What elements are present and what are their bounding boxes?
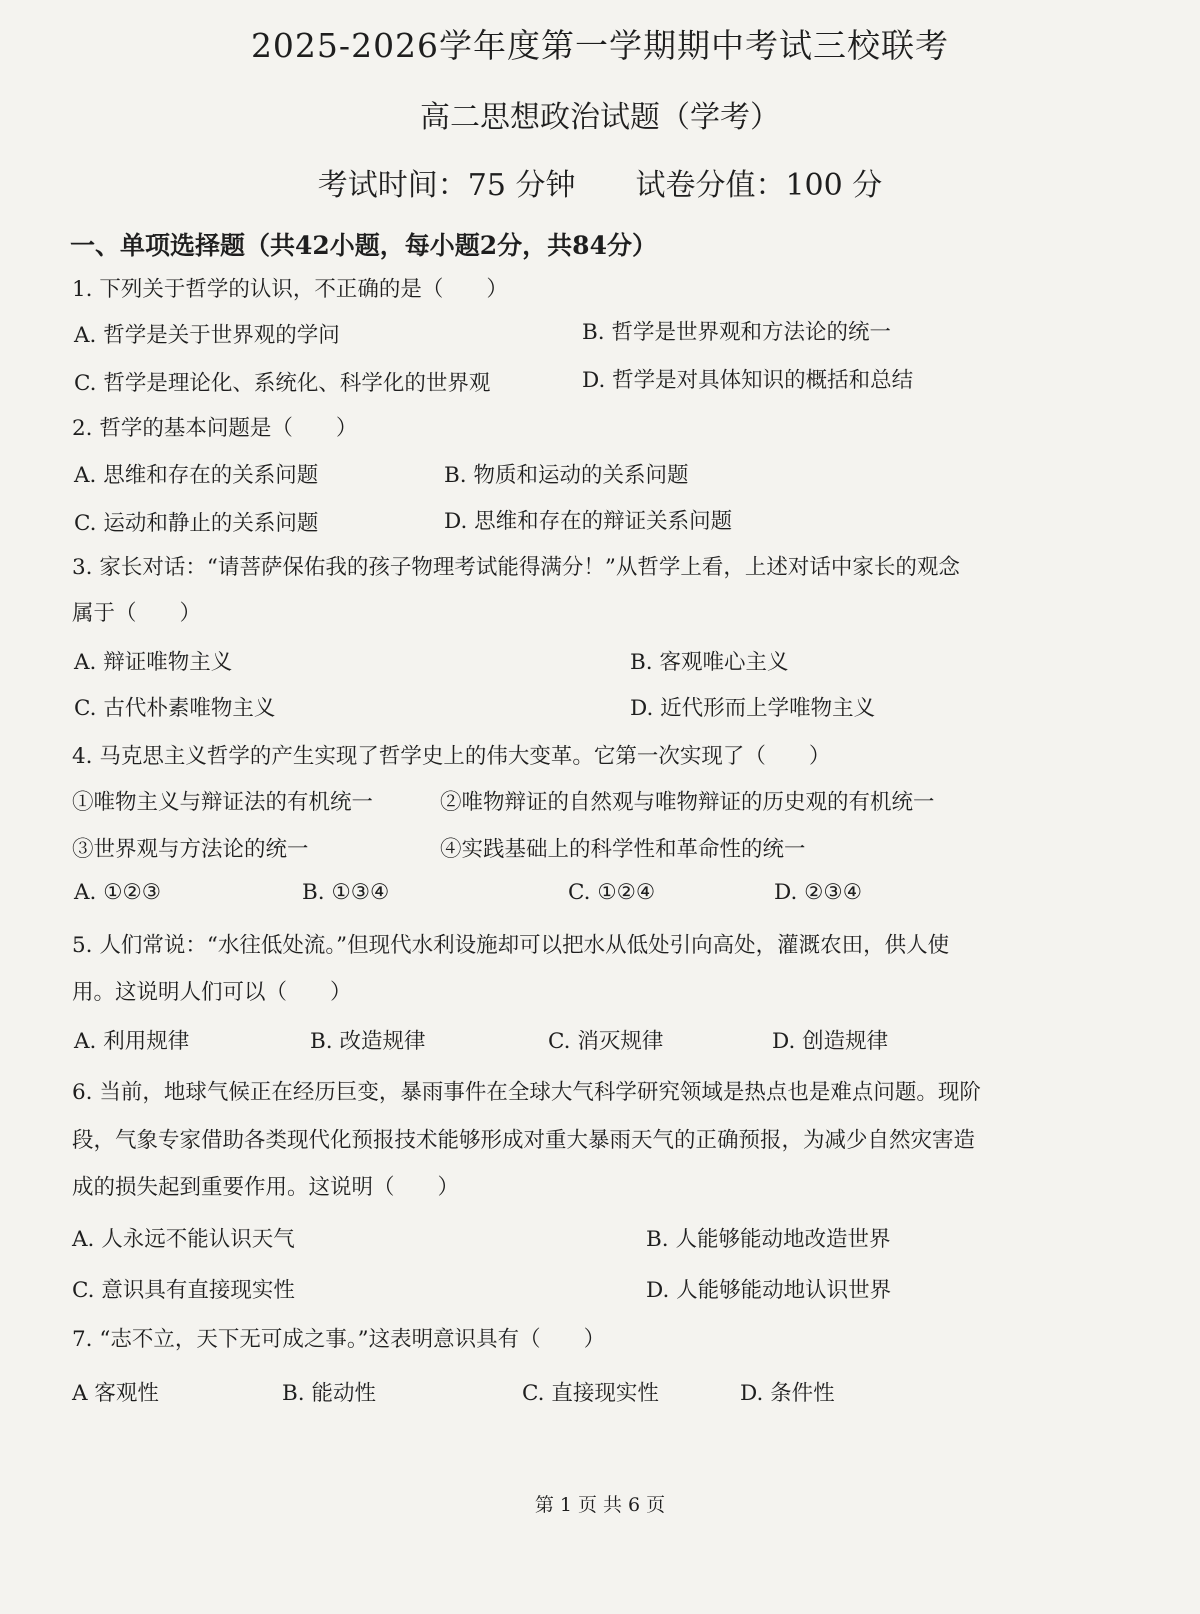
question-stem: 3. 家长对话：“请菩萨保佑我的孩子物理考试能得满分！”从哲学上看，上述对话中家长的观念 [72, 555, 960, 580]
option-c: C. 运动和静止的关系问题 [74, 511, 319, 536]
option-c: C. 消灭规律 [548, 1029, 664, 1054]
option-a: A 客观性 [72, 1381, 159, 1406]
statement-1: ①唯物主义与辩证法的有机统一 [72, 790, 374, 815]
question-stem: 2. 哲学的基本问题是（ ） [72, 416, 358, 441]
exam-title: 2025-2026学年度第一学期期中考试三校联考 [250, 26, 950, 65]
question-stem-cont: 段，气象专家借助各类现代化预报技术能够形成对重大暴雨天气的正确预报，为减少自然灾害造 [72, 1128, 976, 1153]
option-d: D. 思维和存在的辩证关系问题 [444, 509, 733, 534]
statement-3: ③世界观与方法论的统一 [72, 837, 309, 862]
option-d: D. ②③④ [774, 880, 862, 905]
option-c: C. 古代朴素唯物主义 [74, 696, 276, 721]
option-c: C. ①②④ [568, 880, 656, 905]
option-b: B. 哲学是世界观和方法论的统一 [582, 320, 891, 345]
option-a: A. 思维和存在的关系问题 [74, 463, 319, 488]
exam-time: 考试时间：75 分钟 [317, 168, 576, 203]
option-c: C. 直接现实性 [522, 1381, 659, 1406]
option-d: D. 哲学是对具体知识的概括和总结 [582, 368, 914, 393]
statement-4: ④实践基础上的科学性和革命性的统一 [440, 837, 806, 862]
question-stem: 6. 当前，地球气候正在经历巨变，暴雨事件在全球大气科学研究领域是热点也是难点问题。现阶 [72, 1080, 981, 1105]
question-stem: 1. 下列关于哲学的认识，不正确的是（ ） [72, 277, 508, 302]
option-d: D. 条件性 [740, 1381, 835, 1406]
section-heading: 一、单项选择题（共42小题，每小题2分，共84分） [70, 231, 657, 260]
question-stem: 7. “志不立，天下无可成之事。”这表明意识具有（ ） [72, 1327, 606, 1352]
option-a: A. 人永远不能认识天气 [72, 1227, 295, 1252]
exam-score: 试卷分值：100 分 [635, 168, 883, 203]
option-b: B. 客观唯心主义 [630, 650, 789, 675]
option-c: C. 意识具有直接现实性 [72, 1278, 295, 1303]
option-b: B. 物质和运动的关系问题 [444, 463, 689, 488]
option-a: A. 哲学是关于世界观的学问 [74, 323, 340, 348]
page-number: 第 1 页 共 6 页 [534, 1494, 666, 1516]
question-stem-cont: 用。这说明人们可以（ ） [72, 980, 352, 1005]
option-d: D. 近代形而上学唯物主义 [630, 696, 876, 721]
question-stem-cont: 属于（ ） [72, 601, 202, 626]
option-b: B. 改造规律 [310, 1029, 426, 1054]
statement-2: ②唯物辩证的自然观与唯物辩证的历史观的有机统一 [440, 790, 935, 815]
option-c: C. 哲学是理论化、系统化、科学化的世界观 [74, 371, 491, 396]
question-stem: 4. 马克思主义哲学的产生实现了哲学史上的伟大变革。它第一次实现了（ ） [72, 744, 831, 769]
exam-subtitle: 高二思想政治试题（学考） [420, 100, 780, 135]
option-b: B. ①③④ [302, 880, 390, 905]
exam-info [0, 160, 1200, 204]
option-d: D. 创造规律 [772, 1029, 889, 1054]
option-d: D. 人能够能动地认识世界 [646, 1278, 892, 1303]
option-a: A. 辩证唯物主义 [74, 650, 233, 675]
option-a: A. 利用规律 [74, 1029, 190, 1054]
option-b: B. 能动性 [282, 1381, 376, 1406]
question-stem-cont: 成的损失起到重要作用。这说明（ ） [72, 1175, 460, 1200]
option-a: A. ①②③ [74, 880, 162, 905]
option-b: B. 人能够能动地改造世界 [646, 1227, 891, 1252]
question-stem: 5. 人们常说：“水往低处流。”但现代水利设施却可以把水从低处引向高处，灌溉农田，供人使 [72, 933, 950, 958]
